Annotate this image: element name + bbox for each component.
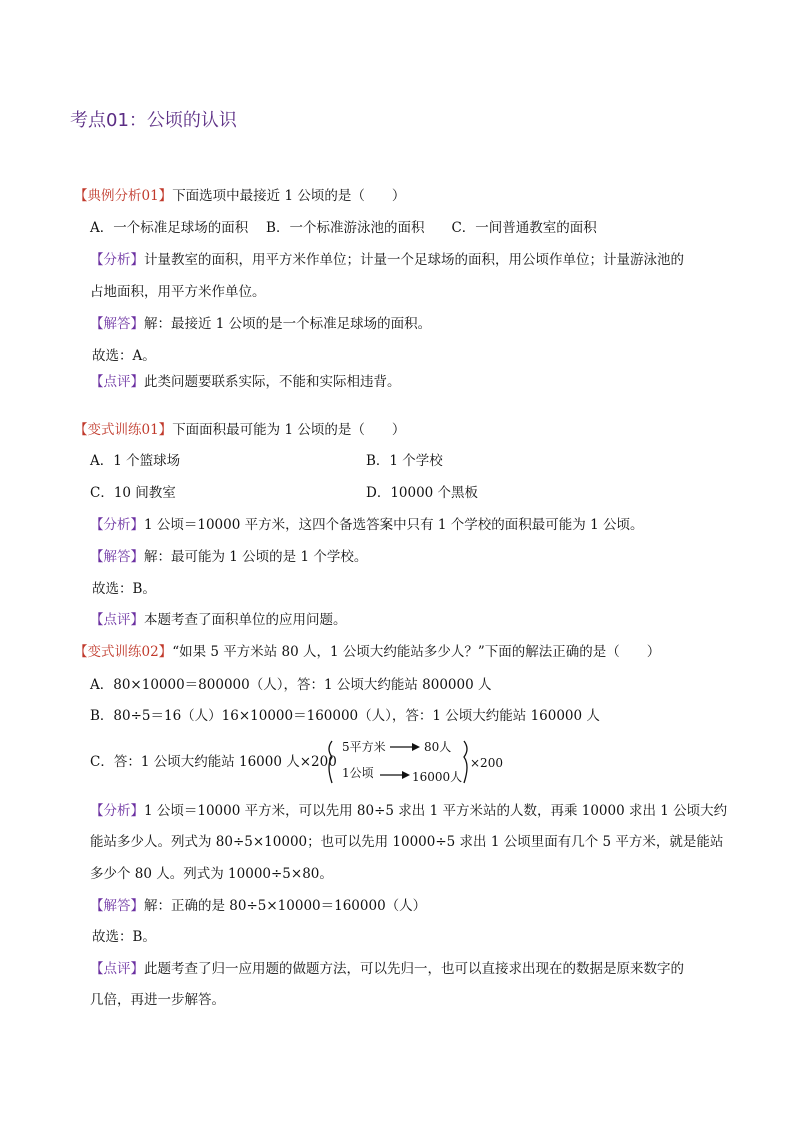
- answer-line: [90, 547, 367, 567]
- comment-tag: 【点评】: [90, 612, 144, 628]
- analysis-line: [90, 250, 684, 270]
- analysis-text-cont: 多少个 80 人。列式为 10000÷5×80。: [90, 866, 333, 882]
- answer-text: 解：最可能为 1 公顷的是 1 个学校。: [144, 549, 368, 565]
- answer-tag: 【解答】: [90, 898, 144, 914]
- answer-text: 解：最接近 1 公顷的是一个标准足球场的面积。: [144, 316, 432, 332]
- ratio-diagram: [328, 737, 508, 787]
- analysis-text: 1 公顷＝10000 平方米，这四个备选答案中只有 1 个学校的面积最可能为 1 公顷。: [144, 517, 644, 533]
- analysis-text: 计量教室的面积，用平方米作单位；计量一个足球场的面积，用公顷作单位；计量游泳池的: [144, 252, 684, 268]
- analysis-line: [90, 515, 643, 535]
- analysis-text-cont: 占地面积，用平方米作单位。: [90, 284, 266, 300]
- answer-line: [90, 314, 431, 334]
- diagram-top-left: 5平方米: [342, 740, 386, 754]
- analysis-tag: 【分析】: [90, 803, 144, 819]
- options-line: A．一个标准足球场的面积 B．一个标准游泳池的面积 C．一间普通教室的面积: [90, 220, 597, 236]
- diagram-multiplier: ×200: [470, 756, 503, 770]
- diagram-top-right: 80人: [424, 740, 452, 754]
- choice-line: 故选：A。: [92, 348, 156, 364]
- comment-tag: 【点评】: [90, 961, 144, 977]
- diagram-bottom-left: 1公顷: [342, 766, 374, 780]
- option-b: B．80÷5＝16（人）16×10000＝160000（人），答：1 公顷大约能站 160000 人: [90, 708, 600, 724]
- answer-line: [90, 896, 426, 916]
- choice-line: 故选：B。: [92, 929, 156, 945]
- analysis-text: 1 公顷＝10000 平方米，可以先用 80÷5 求出 1 平方米站的人数，再乘 10000 求出 1 公顷大约: [144, 803, 728, 819]
- option-a: A．1 个篮球场: [90, 453, 181, 469]
- comment-text: 本题考查了面积单位的应用问题。: [144, 612, 347, 628]
- bottom-arrow-icon: [402, 771, 410, 779]
- question-text: 下面面积最可能为 1 公顷的是（ ）: [172, 422, 406, 438]
- analysis-line: [90, 801, 727, 821]
- answer-tag: 【解答】: [90, 549, 144, 565]
- section-tag: 【变式训练02】: [74, 644, 173, 660]
- option-c: C．答：1 公顷大约能站 16000 人×200: [90, 754, 337, 770]
- option-a: A．80×10000＝800000（人），答：1 公顷大约能站 800000 人: [90, 677, 492, 693]
- analysis-tag: 【分析】: [90, 517, 144, 533]
- option-c: C．10 间教室: [90, 485, 176, 501]
- comment-text: 此题考查了归一应用题的做题方法，可以先归一，也可以直接求出现在的数据是原来数字的: [144, 961, 684, 977]
- comment-line: [90, 959, 684, 979]
- comment-text-cont: 几倍，再进一步解答。: [90, 992, 225, 1008]
- top-arrow-icon: [412, 743, 420, 751]
- page-title: 考点01：公顷的认识: [70, 110, 237, 131]
- comment-text: 此类问题要联系实际，不能和实际相违背。: [144, 374, 401, 390]
- question-line: [74, 420, 405, 440]
- option-b: B．1 个学校: [366, 453, 443, 469]
- question-text: 下面选项中最接近 1 公顷的是（ ）: [172, 188, 406, 204]
- left-brace-icon: [329, 741, 332, 783]
- diagram-bottom-right: 16000人: [412, 770, 463, 784]
- section-tag: 【变式训练01】: [74, 422, 173, 438]
- question-line: [74, 186, 405, 206]
- comment-line: [90, 610, 347, 630]
- analysis-tag: 【分析】: [90, 252, 144, 268]
- question-line: [74, 642, 660, 662]
- comment-line: [90, 372, 401, 392]
- option-d: D．10000 个黑板: [366, 485, 479, 501]
- choice-line: 故选：B。: [92, 581, 156, 597]
- section-tag: 【典例分析01】: [74, 188, 173, 204]
- answer-text: 解：正确的是 80÷5×10000＝160000（人）: [144, 898, 427, 914]
- question-text: “如果 5 平方米站 80 人，1 公顷大约能站多少人？”下面的解法正确的是（ ）: [172, 644, 661, 660]
- analysis-text-cont: 能站多少人。列式为 80÷5×10000；也可以先用 10000÷5 求出 1 公顷里面有几个 5 平方米，就是能站: [90, 834, 724, 850]
- answer-tag: 【解答】: [90, 316, 144, 332]
- right-brace-icon: [464, 741, 467, 783]
- comment-tag: 【点评】: [90, 374, 144, 390]
